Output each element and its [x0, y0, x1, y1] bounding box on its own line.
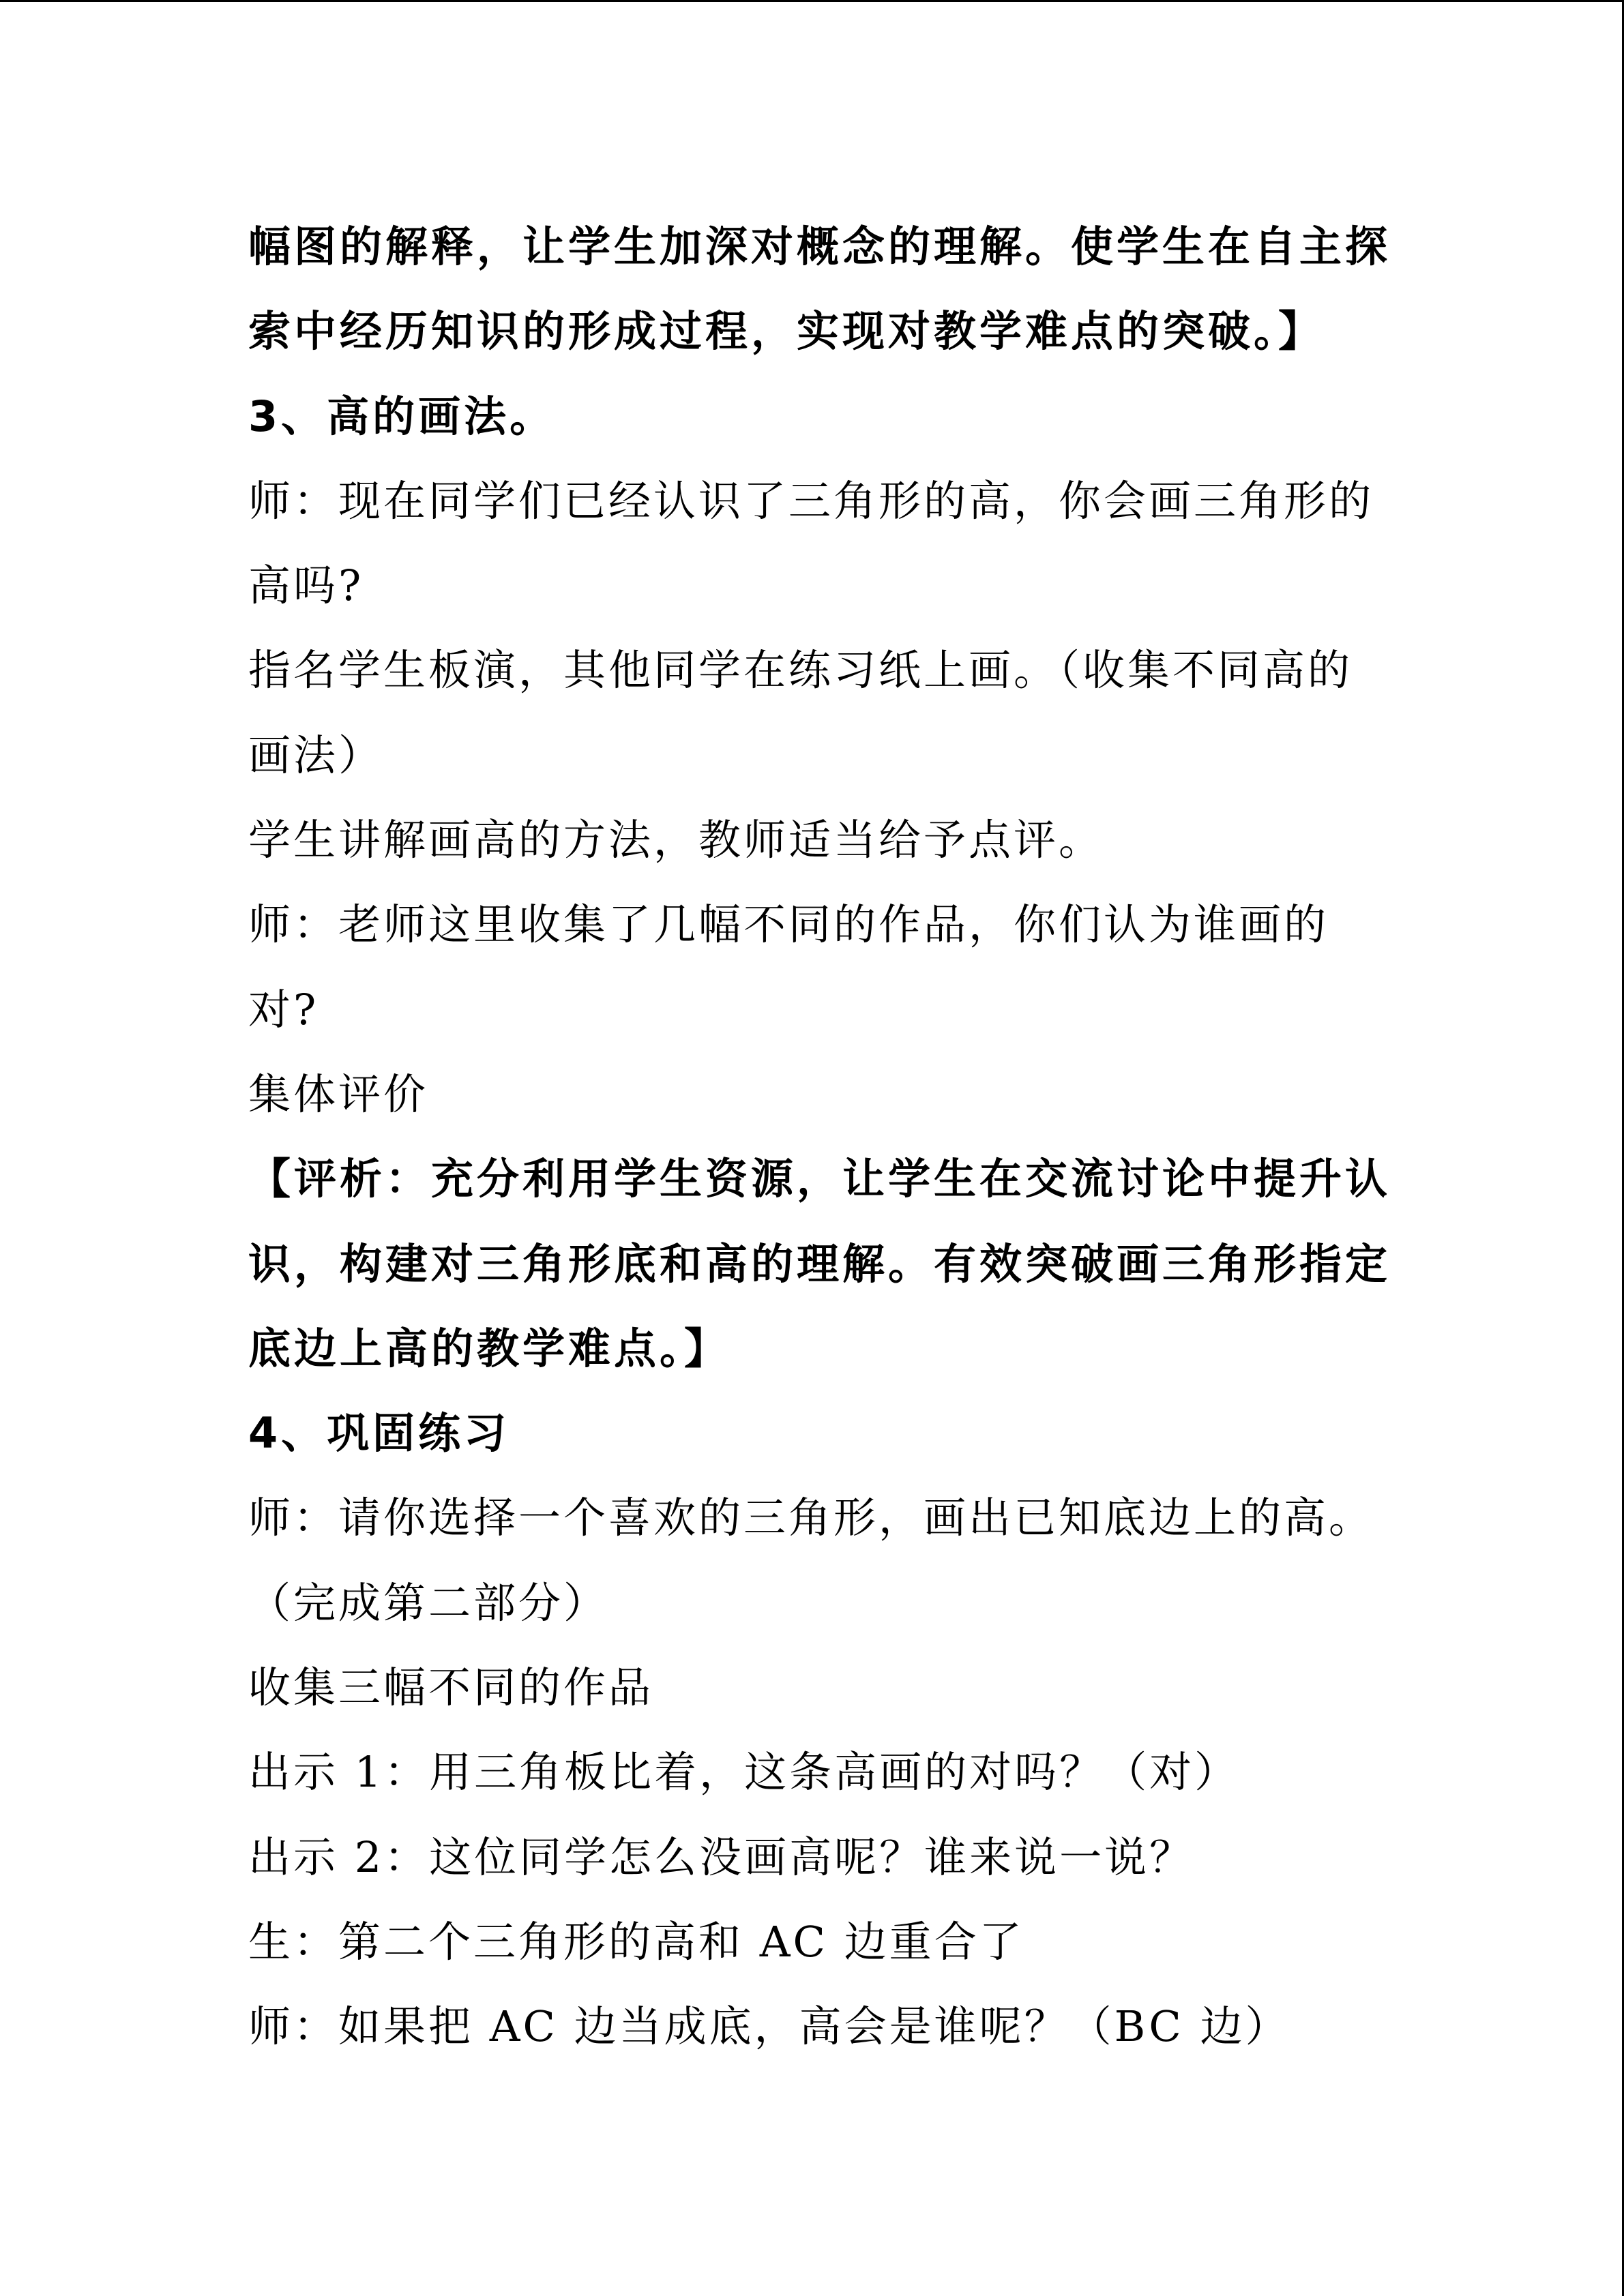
paragraph-line: 集体评价 — [248, 1069, 429, 1119]
paragraph-line: 师：如果把 AC 边当成底，高会是谁呢？（BC 边） — [248, 2001, 1290, 2052]
commentary-line-2: 索中经历知识的形成过程，实现对教学难点的突破。】 — [248, 306, 1325, 357]
paragraph-line: 师：请你选择一个喜欢的三角形，画出已知底边上的高。 — [248, 1493, 1374, 1543]
paragraph-line: 学生讲解画高的方法，教师适当给予点评。 — [248, 815, 1104, 865]
paragraph-line: 指名学生板演，其他同学在练习纸上画。（收集不同高的 — [248, 645, 1353, 696]
paragraph-line: 高吗? — [248, 561, 364, 611]
commentary-line: 底边上高的教学难点。】 — [248, 1323, 730, 1373]
paragraph-line: 收集三幅不同的作品 — [248, 1663, 654, 1713]
paragraph-line: （完成第二部分） — [248, 1577, 609, 1628]
paragraph-line: 画法） — [248, 730, 384, 780]
section-heading-drawing-height: 3、高的画法。 — [248, 391, 556, 441]
paragraph-line: 生：第二个三角形的高和 AC 边重合了 — [248, 1916, 1024, 1967]
commentary-line: 识，构建对三角形底和高的理解。有效突破画三角形指定 — [248, 1238, 1391, 1289]
paragraph-line: 师：现在同学们已经认识了三角形的高，你会画三角形的 — [248, 475, 1374, 526]
paragraph-line: 出示 2：这位同学怎么没画高呢？谁来说一说？ — [248, 1832, 1195, 1882]
paragraph-line: 出示 1：用三角板比着，这条高画的对吗？（对） — [248, 1747, 1240, 1798]
commentary-line: 【评析：充分利用学生资源，让学生在交流讨论中提升认 — [248, 1154, 1391, 1204]
page-border-top — [0, 0, 1624, 2]
paragraph-line: 师：老师这里收集了几幅不同的作品，你们认为谁画的 — [248, 899, 1329, 950]
document-body — [248, 205, 1391, 2070]
paragraph-line: 对? — [248, 984, 319, 1034]
commentary-line-1: 幅图的解释，让学生加深对概念的理解。使学生在自主探 — [248, 222, 1391, 271]
section-heading-practice: 4、巩固练习 — [248, 1408, 510, 1459]
